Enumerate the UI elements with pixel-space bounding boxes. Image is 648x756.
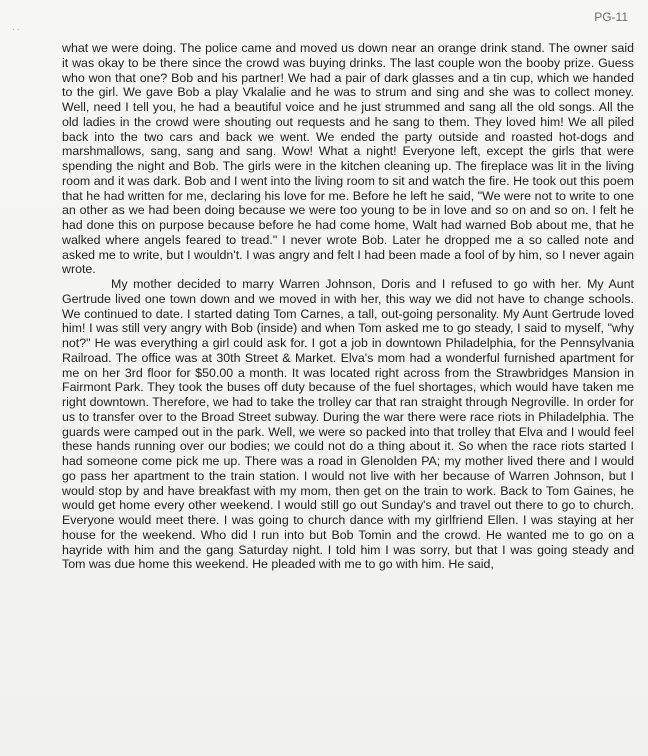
scan-speck-mark: · ·	[12, 25, 20, 34]
paragraph-1: what we were doing. The police came and moved us down near an orange drink stand. The owner said it was okay to be there since the crowd was buying drinks. The last couple won the booby prize. Guess who won that one? Bob and his partner! We had a pair of dark glasses and a tin cup, which we handed to the girl. We gave Bob a play Vkalalie and he was to strum and sing and she was to collect money. Well, need I tell you, he had a beautiful voice and he just strummed and sang all the old songs. All the old ladies in the crowd were shouting out requests and he sang to them. They loved him! We all piled back into the two cars and back we went. We ended the party outside and roasted hot-dogs and marshmallows, sang, sang and sang. Wow! What a night! Everyone left, except the girls that were spending the night and Bob. The girls were in the kitchen cleaning up. The fireplace was lit in the living room and it was dark. Bob and I went into the living room to sit and watch the fire. He took out this poem that he had written for me, declaring his love for me. Before he left he said, "We were not to write to one an other as we had been doing because we were too young to be in love and so on and so on. I felt he had done this on purpose because before he had come home, Walt had warned Bob about me, that he walked where angels feared to tread." I never wrote Bob. Later he dropped me a so called note and asked me to write, but I wouldn't. I was angry and felt I had been made a fool of by him, so I never again wrote.	[62, 41, 634, 277]
page-number: PG-11	[594, 10, 628, 24]
paragraph-2: My mother decided to marry Warren Johnson, Doris and I refused to go with her. My Aunt Gertrude lived one town down and we moved in with her, this way we did not have to change schools. We continued to date. I started dating Tom Carnes, a tall, out-going personality. My Aunt Gertrude loved him! I was still very angry with Bob (inside) and when Tom asked me to go steady, I said to myself, "why not?" He was everything a girl could ask for. I got a job in downtown Philadelphia, for the Pennsylvania Railroad. The office was at 30th Street & Market. Elva's mom had a wonderful furnished apartment for me on her 3rd floor for $50.00 a month. It was located right across from the Strawbridges Mansion in Fairmont Park. They took the buses off duty because of the fuel shortages, which would have taken me right downtown. Therefore, we had to take the trolley car that ran straight through Negroville. In order for us to transfer over to the Broad Street subway. During the war there were race riots in Philadelphia. The guards were camped out in the park. Well, we were so packed into that trolley that Elva and I would feel these hands running over our bodies; we could not do a thing about it. So when the race riots started I had someone come pick me up. There was a road in Glenolden PA; my mother lived there and I would go pass her apartment to the train station. I would not live with her because of Warren Johnson, but I would stop by and have breakfast with my mom, then get on the train to work. Back to Tom Gaines, he would get home every other weekend. I would still go out Sunday's and travel out there to go to church. Everyone would meet there. I was going to church dance with my girlfriend Ellen. I was staying at her house for the weekend. Who did I run into but Bob Tomin and the crowd. He wanted me to go on a hayride with him and the gang Saturday night. I told him I was sorry, but that I was going steady and Tom was due home this weekend. He pleaded with me to go with him. He said,	[62, 277, 634, 572]
body-text	[62, 41, 634, 572]
